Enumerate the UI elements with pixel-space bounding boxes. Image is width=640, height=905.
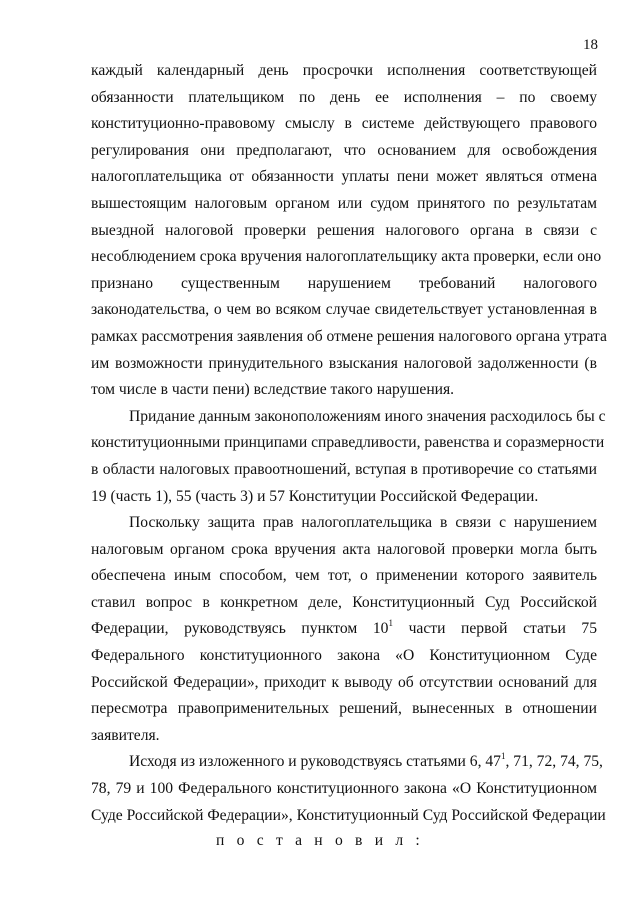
document-body — [91, 58, 607, 829]
text-line: Исходя из изложенного и руководствуясь статьями 6, $47^1$, 71, 72, 74, 75, — [129, 751, 603, 771]
paragraph — [91, 404, 606, 510]
text-line: Придание данным законоположениям иного значения расходилось бы с — [129, 407, 606, 425]
text-line: признано существенным нарушением требований налогового — [91, 274, 597, 292]
text-line: Поскольку защита прав налогоплательщика в связи с нарушением — [129, 514, 597, 532]
text-line: в области налоговых правоотношений, вступая в противоречие со статьями — [91, 460, 597, 478]
text-line: регулирования они предполагают, что основанием для освобождения — [91, 141, 597, 159]
text-line: 19 (часть 1), 55 (часть 3) и 57 Конституции Российской Федерации. — [91, 487, 539, 505]
text-line: несоблюдением срока вручения налогоплательщику акта проверки, если оно — [91, 248, 602, 266]
text-line: законодательства, о чем во всяком случае свидетельствует установленная в — [91, 301, 597, 319]
text-line: обязанности плательщиком по день ее исполнения – по своему — [91, 88, 597, 106]
text-line: вышестоящим налоговым органом или судом принятого по результатам — [91, 194, 597, 212]
paragraph — [91, 510, 597, 749]
text-line: обеспечена иным способом, чем тот, о применении которого заявитель — [91, 567, 597, 585]
page-number: 18 — [583, 37, 598, 53]
decision-heading: п о с т а н о в и л : — [216, 832, 424, 849]
text-line: Российской Федерации», приходит к выводу об отсутствии оснований для — [91, 673, 597, 691]
text-line: Суде Российской Федерации», Конституционный Суд Российской Федерации — [91, 806, 606, 824]
text-line: выездной налоговой проверки решения налогового органа в связи с — [91, 221, 597, 239]
text-line: Федерального конституционного закона «О Конституционном Суде — [91, 647, 597, 665]
text-line: налоговым органом срока вручения акта налоговой проверки могла быть — [91, 540, 597, 558]
text-line: ставил вопрос в конкретном деле, Конституционный Суд Российской — [91, 593, 597, 611]
text-line: Федерации, руководствуясь пунктом $10^1$ части первой статьи 75 — [91, 618, 597, 638]
paragraph — [91, 58, 607, 404]
text-line: заявителя. — [91, 726, 160, 744]
text-line: том числе в части пени) вследствие такого нарушения. — [91, 381, 455, 399]
paragraph — [91, 749, 606, 829]
text-line: налогоплательщика от обязанности уплаты пени может являться отмена — [91, 168, 597, 186]
text-line: конституционно-правовому смыслу в системе действующего правового — [91, 115, 597, 133]
text-line: каждый календарный день просрочки исполнения соответствующей — [91, 62, 597, 79]
text-line: 78, 79 и 100 Федерального конституционного закона «О Конституционном — [91, 780, 597, 798]
text-line: рамках рассмотрения заявления об отмене решения налогового органа утрата — [91, 327, 607, 345]
text-line: конституционными принципами справедливости, равенства и соразмерности — [91, 434, 605, 452]
text-line: пересмотра правоприменительных решений, вынесенных в отношении — [91, 700, 597, 718]
text-line: им возможности принудительного взыскания налоговой задолженности (в — [91, 354, 597, 372]
